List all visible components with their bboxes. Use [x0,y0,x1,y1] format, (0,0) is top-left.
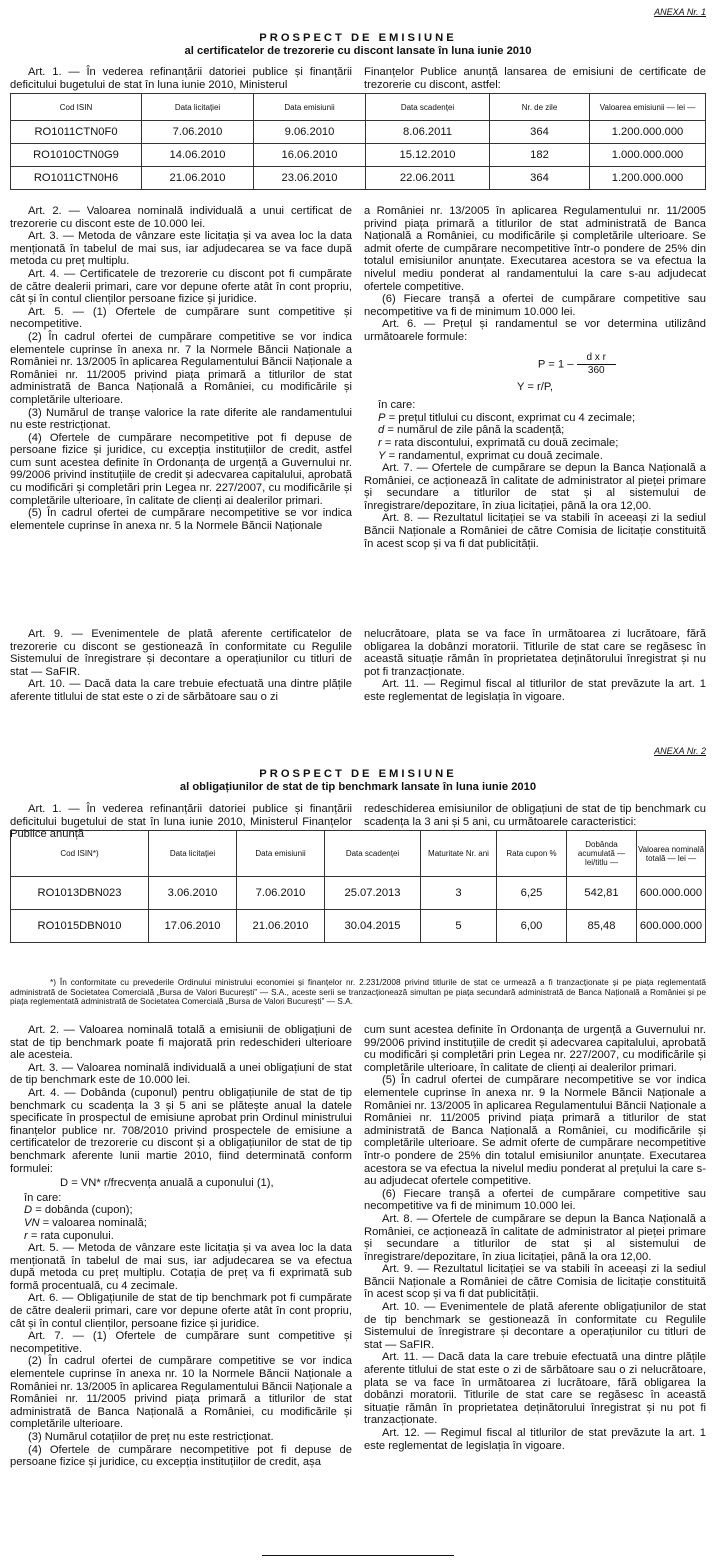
article-paragraph: Art. 11. — Dacă data la care trebuie efectuată una dintre plățile aferente titlului de stat este o zi de sărbătoare sau o zi nelucrătoare, plata se va face în următoarea zi lucrătoare, fără obligarea la dobânzi moratorii. Titlurile de stat care se regăsesc în această situație rămân în proprietatea deținătorului înregistrat și nu pot fi tranzacționate. [364,1351,706,1427]
definition-line: P = prețul titlului cu discont, exprimat cu 4 zecimale; [378,411,636,424]
table-header-cell: Nr. de zile [490,94,590,121]
table-cell: 5 [421,910,497,943]
definition-line: d = numărul de zile până la scadență; [378,424,565,437]
article-paragraph: (4) Ofertele de cumpărare necompetitive pot fi depuse de persoane fizice și juridice, cu excepția instituțiilor de credit, astfel cum sunt acestea definite în Ordonanța de urgență a Guvernului nr. 99/2006 privind instituțiile de credit și adecvarea capitalului, aprobată cu modificări și completări prin Legea nr. 227/2007, cu modificările și completările ulterioare, în calitate de clienți ai dealerilor primari. [10,431,352,507]
table-cell: RO1015DBN010 [11,910,149,943]
article-paragraph: Art. 4. — Dobânda (cuponul) pentru obligațiunile de stat de tip benchmark cu scadența la 3 și 5 ani se plătește anual la datele specificate în prospectul de emisiune aprobat prin Ordinul ministrului finanțelor publice nr. 708/2010 privind prospectele de emisiune a certificatelor de trezorerie cu discont și a obligațiunilor de stat de tip benchmark aferente lunii martie 2010, fiind determinată conform formulei: [10,1086,352,1175]
table-cell: 7.06.2010 [142,121,254,144]
table-cell: 16.06.2010 [254,144,366,167]
annex2-table-header [11,831,706,877]
table-header-cell: Valoarea emisiunii — lei — [590,94,706,121]
table-cell: 14.06.2010 [142,144,254,167]
table-cell: 7.06.2010 [237,877,325,910]
annex1-intro [10,66,706,91]
article-paragraph: Art. 2. — Valoarea nominală individuală a unui certificat de trezorerie cu discont este de 10.000 lei. [10,205,352,230]
article-paragraph: Art. 11. — Regimul fiscal al titlurilor de stat prevăzute la art. 1 este reglementat de legislația în vigoare. [364,678,706,703]
article-paragraph: (6) Fiecare tranșă a ofertei de cumpărare competitive sau necompetitive va fi de minimum 10.000 lei. [364,1187,706,1213]
annex2-header [10,768,706,793]
table-cell: 85,48 [567,910,637,943]
article-paragraph: (4) Ofertele de cumpărare necompetitive pot fi depuse de persoane fizice și juridice, cu excepția instituțiilor de credit, așa [10,1443,352,1469]
annex1-body [10,205,706,550]
annex2-intro-left: Art. 1. — În vederea refinanțării datoriei publice și finanțării deficitului bugetului de stat în luna iunie 2010, Ministerul Finanțelor Publice anunță [10,803,352,841]
table-cell: 600.000.000 [637,910,706,943]
table-cell: 17.06.2010 [149,910,237,943]
table-cell: RO1010CTN0G9 [11,144,142,167]
article-paragraph: Art. 7. — (1) Ofertele de cumpărare sunt competitive și necompetitive. [10,1330,352,1355]
article-paragraph: (2) În cadrul ofertei de cumpărare competitive se vor indica elementele cuprinse în anexa nr. 10 la Normele Băncii Naționale a României nr. 13/2005 în aplicarea Regulamentului Băncii Naționale a României nr. 11/2005 privind piața primară a titlurilor de stat administrată de Banca Națională a României, cu modificările și completările ulterioare. [10,1355,352,1431]
table-cell: RO1011CTN0H6 [11,167,142,190]
article-paragraph: Art. 9. — Evenimentele de plată aferente certificatelor de trezorerie cu discont se gestionează în conformitate cu Regulile Sistemului de înregistrare și decontare a operațiunilor cu titluri de stat — SaFIR. [10,628,352,678]
article-paragraph: Art. 5. — (1) Ofertele de cumpărare sunt competitive și necompetitive. [10,305,352,331]
table-header-cell: Valoarea nominală totală — lei — [637,831,706,877]
annex1-right-column [364,205,706,550]
table-cell: 21.06.2010 [237,910,325,943]
annex2-right-column [364,1024,706,1469]
definition-line: D = dobânda (cupon); [24,1204,133,1217]
formula-fraction [577,352,616,377]
formula-denominator: 360 [587,364,605,376]
article-paragraph: Art. 7. — Ofertele de cumpărare se depun la Banca Națională a României, ce acționează în calitate de administrator al pieței primare și secundare a titlurilor de stat și al sistemului de înregistrare/depozitare, în ziua licitației, până la ora 12,00. [364,462,706,512]
in-care-label: în care: [24,1191,62,1204]
table-header-cell: Rata cupon % [497,831,567,877]
article-paragraph: (5) În cadrul ofertei de cumpărare necompetitive se vor indica elementele cuprinse în anexa nr. 9 la Normele Băncii Naționale a României nr. 13/2005 în aplicarea Regulamentului Băncii Naționale a României nr. 11/2005 privind piața primară a titlurilor de stat administrată de Banca Națională a României, cu modificările și completările ulterioare. Se admit oferte de cumpărare necompetitive într-o pondere de 25% din totalul emisiunilor anunțate. Executarea acestora se va efectua la nivelul mediu ponderat al prețului la care s-au adjudecat ofertele competitive. [364,1074,706,1188]
formula-lhs: P = 1 – [537,357,574,370]
article-paragraph: a României nr. 13/2005 în aplicarea Regulamentului nr. 11/2005 privind piața primară a titlurilor de stat administrată de Banca Națională a României, cu modificările și completările ulterioare. Se admit oferte de cumpărare necompetitive într-o pondere de 25% din totalul emisiunilor anunțate. Executarea acestora se va efectua la nivelul mediu ponderat al randamentului la care s-au adjudecat ofertele competitive. [364,205,706,293]
table-cell: 6,00 [497,910,567,943]
table-header-cell: Data licitației [142,94,254,121]
annex2-label: ANEXA Nr. 2 [654,746,706,756]
annex1-table-header [11,94,706,121]
annex2-left-column [10,1024,352,1469]
article-paragraph: (5) În cadrul ofertei de cumpărare necompetitive se vor indica elementele cuprinse în anexa nr. 5 la Normele Băncii Naționale [10,507,352,532]
table-header-cell: Cod ISIN [11,94,142,121]
article-paragraph: Art. 12. — Regimul fiscal al titlurilor de stat prevăzute la art. 1 este reglementat de legislația în vigoare. [364,1427,706,1452]
table-cell: RO1011CTN0F0 [11,121,142,144]
article-paragraph: Art. 8. — Ofertele de cumpărare se depun la Banca Națională a României, ce acționează în calitate de administrator al pieței primare și secundare a titlurilor de stat și al sistemului de înregistrare/depozitare, în ziua licitației, până la ora 12,00. [364,1212,706,1263]
article-paragraph: Art. 10. — Evenimentele de plată aferente obligațiunilor de stat de tip benchmark se gestionează în conformitate cu Regulile Sistemului de înregistrare și decontare a operațiunilor cu titluri de stat — SaFIR. [364,1301,706,1351]
table-cell: 1.200.000.000 [590,167,706,190]
table-header-cell: Data emisiunii [254,94,366,121]
article-paragraph: Art. 6. — Prețul și randamentul se vor determina utilizând următoarele formule: [364,318,706,343]
annex1-bottom [10,628,706,704]
article-paragraph: (2) În cadrul ofertei de cumpărare competitive se vor indica elementele cuprinse în anexa nr. 7 la Normele Băncii Naționale a României nr. 13/2005 în aplicarea Regulamentului Băncii Naționale a României nr. 11/2005 privind piața primară a titlurilor de stat administrată de Banca Națională a României, cu modificările și completările ulterioare. [10,330,352,406]
table-header-cell: Data scadenței [325,831,421,877]
table-cell: 182 [490,144,590,167]
table-row [11,910,706,943]
annex1-table [10,93,706,190]
article-paragraph: Art. 9. — Rezultatul licitației se va stabili în aceeași zi la sediul Băncii Naționale a României de către Comisia de licitație constituită în acest scop și va fi dat publicității. [364,1263,706,1301]
article-paragraph: nelucrătoare, plata se va face în următoarea zi lucrătoare, fără obligarea la dobânzi moratorii. Titlurile de stat care se regăsesc în această situație rămân în proprietatea deținătorului înregistrat și nu pot fi tranzacționate. [364,628,706,678]
definition-line: Y = randamentul, exprimat cu două zecimale. [378,449,603,462]
table-cell: 15.12.2010 [366,144,490,167]
table-cell: 364 [490,121,590,144]
article-paragraph: Art. 10. — Dacă data la care trebuie efectuată una dintre plățile aferente titlului de stat este o zi de sărbătoare sau o zi [10,678,352,703]
table-cell: 364 [490,167,590,190]
table-header-cell: Cod ISIN*) [11,831,149,877]
table-row [11,121,706,144]
table-cell: RO1013DBN023 [11,877,149,910]
annex1-intro-right: Finanțelor Publice anunță lansarea de emisiuni de certificate de trezorerie cu discont, astfel: [364,66,706,91]
table-header-cell: Data scadenței [366,94,490,121]
definition-line: r = rata discontului, exprimată cu două zecimale; [378,436,619,449]
table-header-cell: Data licitației [149,831,237,877]
annex2-footnote: *) În conformitate cu prevederile Ordinului ministrului economiei și finanțelor nr. 2.231/2008 privind titlurile de stat ce urmează a fi tranzacționate și pe piața reglementată administrată de Societatea Comercială „Bursa de Valori București” — S.A., aceste serii se tranzacționează simultan pe piața secundară administrată de Banca Națională a României și pe piața reglementată administrată de Societatea Comercială „Bursa de Valori București” — S.A. [10,977,706,1007]
table-cell: 23.06.2010 [254,167,366,190]
article-paragraph: (6) Fiecare tranșă a ofertei de cumpărare competitive sau necompetitive va fi de minimum 10.000 lei. [364,293,706,318]
annex1-header [10,32,706,57]
table-cell: 1.000.000.000 [590,144,706,167]
annex1-label: ANEXA Nr. 1 [654,7,706,17]
table-cell: 1.200.000.000 [590,121,706,144]
coupon-formula: D = VN* r/frecvența anuală a cuponului (1), [60,1177,274,1190]
table-cell: 3 [421,877,497,910]
table-cell: 25.07.2013 [325,877,421,910]
table-cell: 600.000.000 [637,877,706,910]
article-paragraph: Art. 8. — Rezultatul licitației se va stabili în aceeași zi la sediul Băncii Naționale a României de către Comisia de licitație constituită în acest scop și va fi dat publicității. [364,512,706,550]
article-paragraph: cum sunt acestea definite în Ordonanța de urgență a Guvernului nr. 99/2006 privind instituțiile de credit și adecvarea capitalului, aprobată cu modificări și completări prin Legea nr. 227/2007, cu modificările și completările ulterioare, în calitate de clienți ai dealerilor primari. [364,1024,706,1074]
annex2-table [10,830,706,943]
table-cell: 542,81 [567,877,637,910]
table-header-cell: Data emisiunii [237,831,325,877]
table-row [11,877,706,910]
price-formula [364,352,706,377]
annex1-left-column [10,205,352,550]
annex2-subtitle: al obligațiunilor de stat de tip benchmark lansate în luna iunie 2010 [179,780,537,793]
article-paragraph: (3) Numărul de tranșe valorice la rate diferite ale randamentului nu este restricționat. [10,406,352,432]
table-header-cell: Maturitate Nr. ani [421,831,497,877]
article-paragraph: Art. 4. — Certificatele de trezorerie cu discont pot fi cumpărate de către dealerii primari, care vor depune oferte atât în cont propriu, cât și în contul clienților persoane fizice și juridice. [10,267,352,306]
table-cell: 22.06.2011 [366,167,490,190]
definition-line: VN = valoarea nominală; [24,1216,147,1229]
annex1-intro-left: Art. 1. — În vederea refinanțării datoriei publice și finanțării deficitului bugetului de stat în luna iunie 2010, Ministerul [10,66,352,91]
article-paragraph: Art. 3. — Metoda de vânzare este licitația și va avea loc la data menționată în tabelul de mai sus, iar adjudecarea se va face după metoda cu preț multiplu. [10,230,352,268]
table-cell: 6,25 [497,877,567,910]
article-paragraph: Art. 2. — Valoarea nominală totală a emisiunii de obligațiuni de stat de tip benchmark poate fi majorată prin redeschideri ulterioare ale acesteia. [10,1024,352,1062]
article-paragraph: Art. 3. — Valoarea nominală individuală a unei obligațiuni de stat de tip benchmark este de 10.000 lei. [10,1061,352,1087]
annex2-body [10,1024,706,1469]
table-row [11,144,706,167]
article-paragraph: Art. 6. — Obligațiunile de stat de tip benchmark pot fi cumpărate de către dealerii primari, care vor depune oferte atât în cont propriu, cât și în contul clienților, persoane fizice și juridice. [10,1292,352,1330]
article-paragraph: Art. 5. — Metoda de vânzare este licitația și va avea loc la data menționată în tabelul de mai sus, iar adjudecarea se va efectua după metoda cu preț multiplu. Cotația de preț va fi exprimată sub formă procentuală, cu 4 zecimale. [10,1242,352,1292]
definition-line: r = rata cuponului. [24,1229,114,1242]
yield-formula: Y = r/P, [517,380,553,393]
table-cell: 30.04.2015 [325,910,421,943]
table-cell: 21.06.2010 [142,167,254,190]
annex2-intro-right: redeschiderea emisiunilor de obligațiuni de stat de tip benchmark cu scadența la 3 ani și 5 ani, cu următoarele caracteristici: [364,803,706,828]
table-cell: 3.06.2010 [149,877,237,910]
article-paragraph: (3) Numărul cotațiilor de preț nu este restricționat. [28,1431,274,1443]
annex1-subtitle: al certificatelor de trezorerie cu discont lansate în luna iunie 2010 [184,44,532,57]
in-care-label: în care: [378,399,416,412]
table-row [11,167,706,190]
formula-numerator: d x r [577,352,616,365]
annex2-title: PROSPECT DE EMISIUNE [259,768,457,780]
annex1-title: PROSPECT DE EMISIUNE [259,32,457,44]
table-header-cell: Dobânda acumulată — lei/titlu — [567,831,637,877]
table-cell: 9.06.2010 [254,121,366,144]
end-rule [262,1555,454,1556]
table-cell: 8.06.2011 [366,121,490,144]
